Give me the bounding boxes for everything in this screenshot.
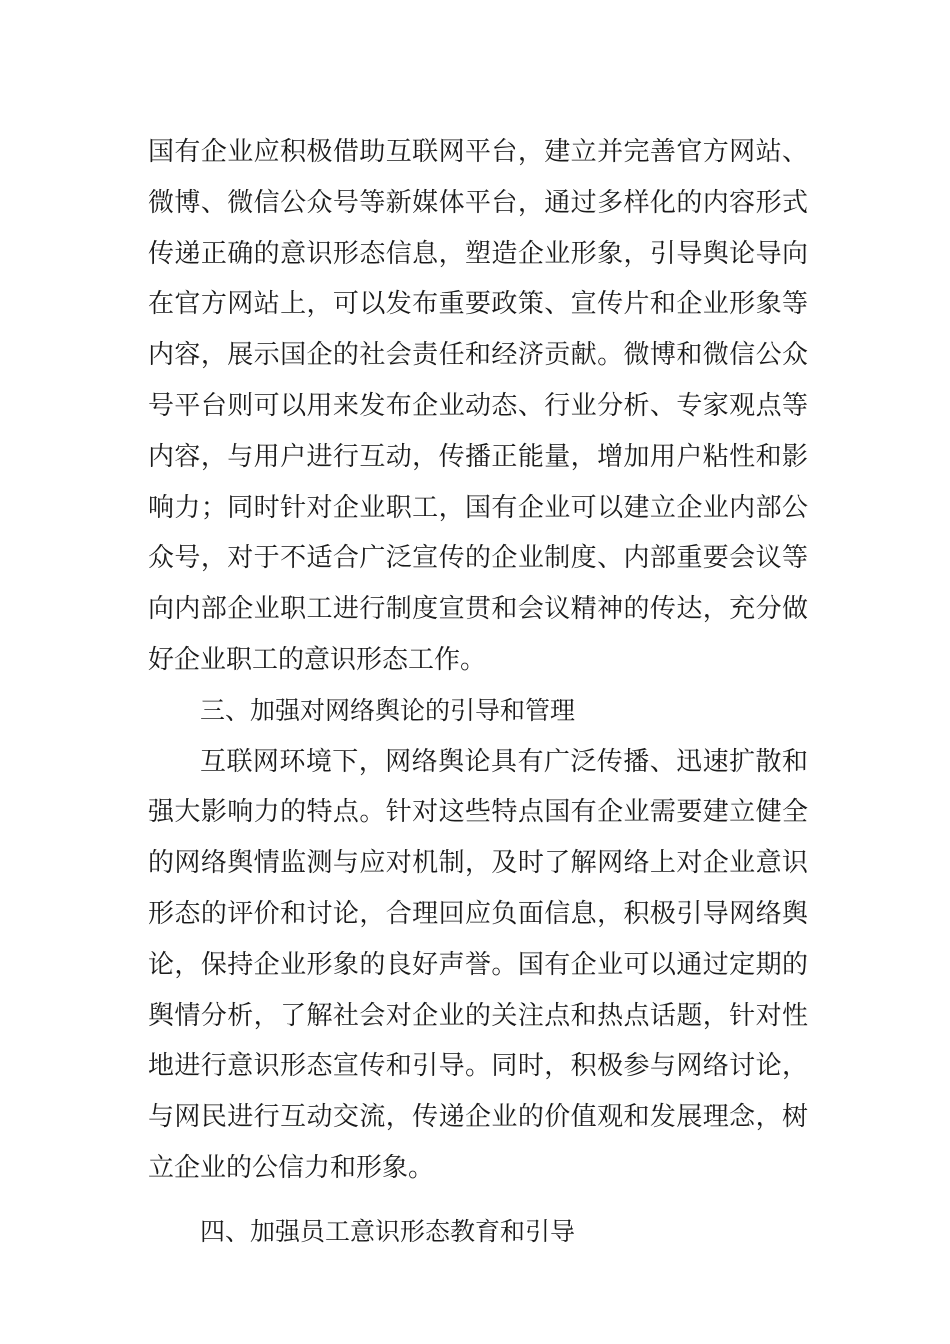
text-line: 向内部企业职工进行制度宣贯和会议精神的传达，充分做 [148, 594, 808, 625]
section-3-heading: 三、加强对网络舆论的引导和管理 [200, 695, 576, 725]
paragraph-new-media [148, 127, 808, 686]
text-line: 微博、微信公众号等新媒体平台，通过多样化的内容形式 [148, 187, 808, 218]
text-line: 好企业职工的意识形态工作。 [148, 644, 487, 675]
text-line: 响力；同时针对企业职工，国有企业可以建立企业内部公 [148, 492, 808, 523]
text-line: 立企业的公信力和形象。 [148, 1152, 435, 1183]
section-4-heading: 四、加强员工意识形态教育和引导 [200, 1216, 576, 1246]
text-line: 强大影响力的特点。针对这些特点国有企业需要建立健全 [148, 797, 808, 828]
text-line: 众号，对于不适合广泛宣传的企业制度、内部重要会议等 [148, 543, 808, 574]
text-line: 传递正确的意识形态信息，塑造企业形象，引导舆论导向 [148, 238, 808, 269]
text-line: 国有企业应积极借助互联网平台，建立并完善官方网站、 [148, 137, 808, 167]
text-line: 地进行意识形态宣传和引导。同时，积极参与网络讨论， [148, 1051, 808, 1082]
text-line: 在官方网站上，可以发布重要政策、宣传片和企业形象等 [148, 289, 808, 320]
text-line: 形态的评价和讨论，合理回应负面信息，积极引导网络舆 [148, 898, 808, 929]
text-line: 的网络舆情监测与应对机制，及时了解网络上对企业意识 [148, 848, 808, 879]
text-line: 互联网环境下，网络舆论具有广泛传播、迅速扩散和 [200, 746, 808, 777]
text-line: 内容，展示国企的社会责任和经济贡献。微博和微信公众 [148, 340, 808, 371]
paragraph-online-opinion [148, 737, 808, 1194]
text-line: 论，保持企业形象的良好声誉。国有企业可以通过定期的 [148, 949, 808, 980]
document-body [148, 127, 808, 1258]
text-line: 与网民进行互动交流，传递企业的价值观和发展理念，树 [148, 1102, 808, 1133]
text-line: 舆情分析，了解社会对企业的关注点和热点话题，针对性 [148, 1000, 808, 1031]
text-line: 内容，与用户进行互动，传播正能量，增加用户粘性和影 [148, 441, 808, 472]
text-line: 号平台则可以用来发布企业动态、行业分析、专家观点等 [148, 390, 808, 421]
